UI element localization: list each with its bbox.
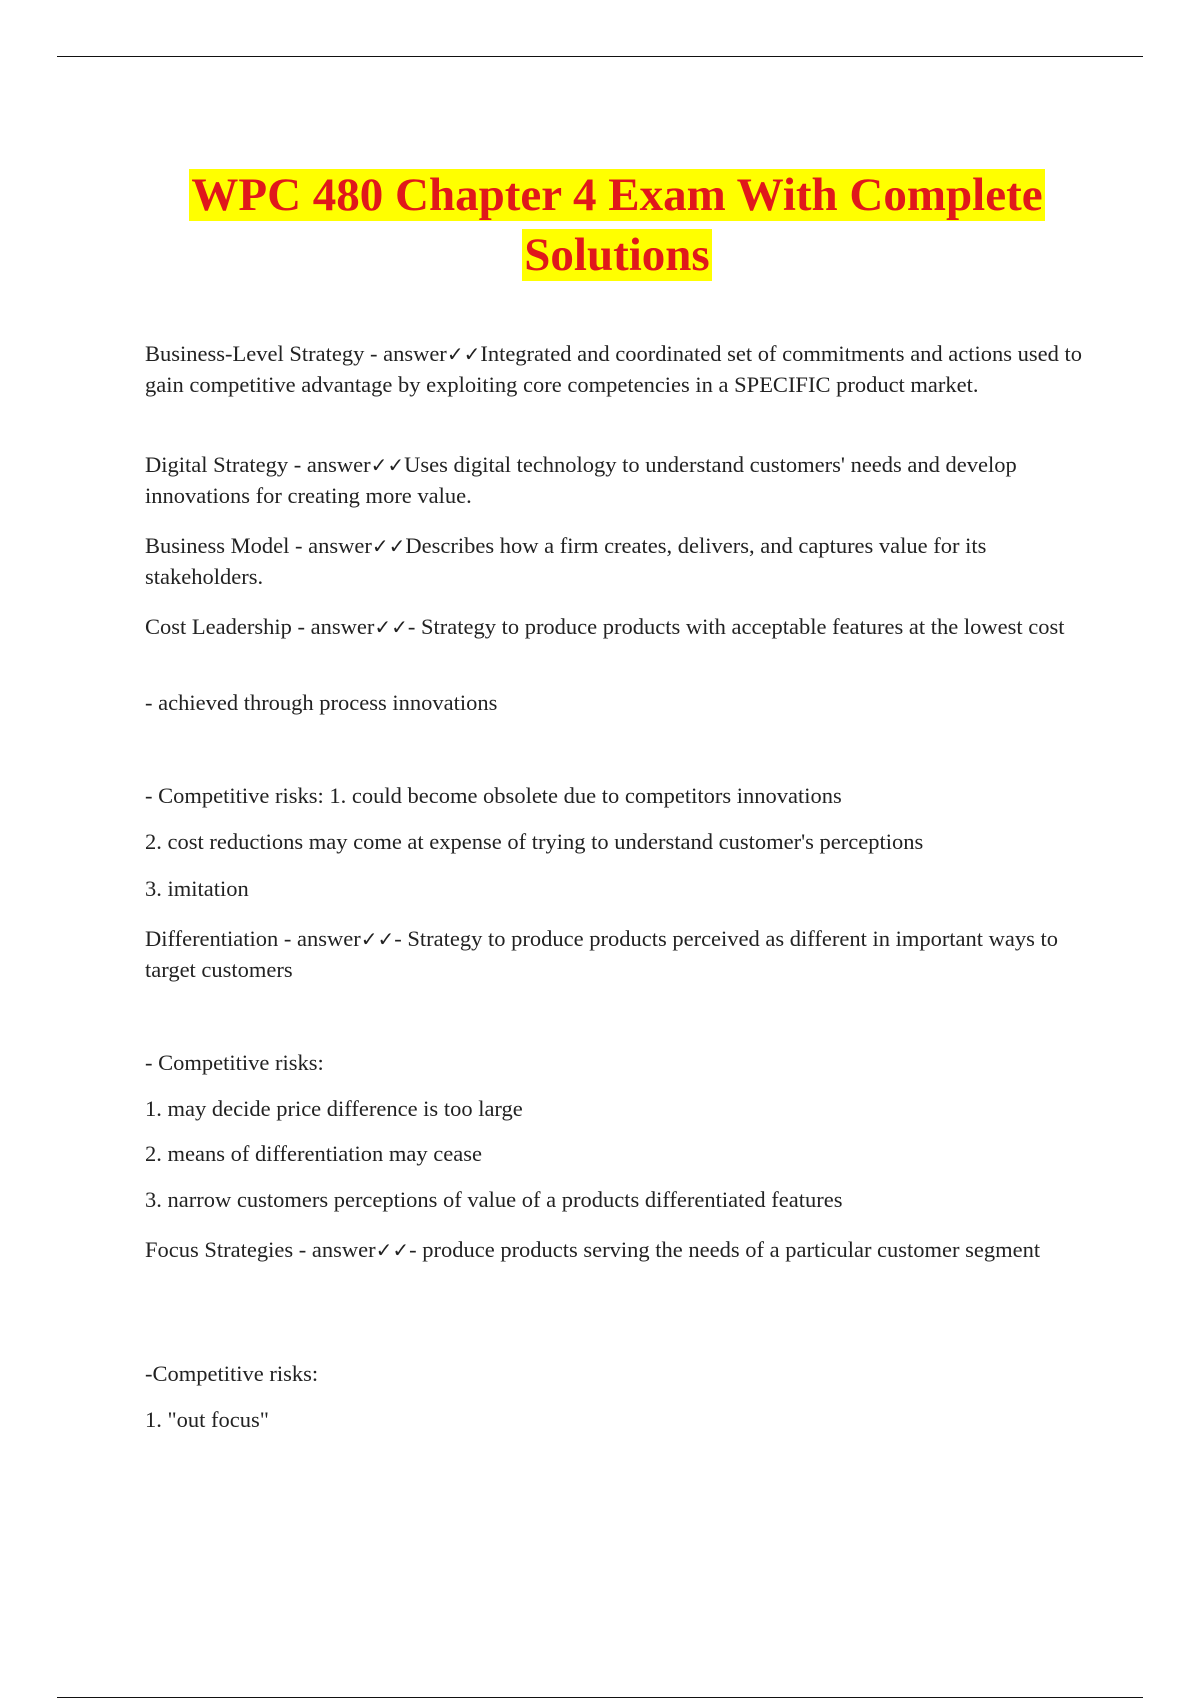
entry-term: Differentiation - [145,926,298,951]
entry-definition: Integrated and coordinated set of commitments and actions used to gain competitive advantage by exploiting core competencies in a SPECIFIC product market. [145,341,1083,397]
differentiation-detail: 1. may decide price difference is too large [145,1096,523,1121]
answer-label: answer [308,533,372,558]
double-check-icon: ✓✓ [374,615,408,639]
entry-term: Digital Strategy - [145,452,307,477]
entry-term: Business-Level Strategy - [145,341,384,366]
document-title [150,165,1084,285]
cost-leadership-detail: - Competitive risks: 1. could become obsolete due to competitors innovations [145,783,842,808]
focus-detail: -Competitive risks: [145,1361,319,1386]
entry-term: Focus Strategies - [145,1237,312,1262]
entry-definition: - Strategy to produce products perceived as different in important ways to target customers [145,926,1059,982]
entry-definition: Uses digital technology to understand customers' needs and develop innovations for creating more value. [145,452,1017,508]
focus-detail: 1. "out focus" [145,1407,269,1432]
cost-leadership-detail: 2. cost reductions may come at expense of trying to understand customer's perceptions [145,829,924,854]
answer-label: answer [311,1237,376,1262]
answer-label: answer [310,614,375,639]
entry-differentiation [145,924,1090,985]
entry-cost-leadership [145,612,1090,643]
header-rule [57,56,1143,57]
answer-label: answer [383,341,447,366]
double-check-icon: ✓✓ [360,927,395,951]
entry-focus-strategies [145,1235,1090,1266]
differentiation-detail: 2. means of differentiation may cease [145,1141,482,1166]
double-check-icon: ✓✓ [446,342,481,366]
entry-definition: Describes how a firm creates, delivers, and captures value for its stakeholders. [145,533,987,589]
differentiation-detail: - Competitive risks: [145,1050,324,1075]
differentiation-detail: 3. narrow customers perceptions of value of a products differentiated features [145,1187,843,1212]
entry-digital-strategy [145,450,1090,511]
entry-definition: - Strategy to produce products with acceptable features at the lowest cost [407,614,1065,639]
double-check-icon: ✓✓ [371,534,406,558]
entry-term: Cost Leadership - [145,614,311,639]
entry-term: Business Model - [145,533,309,558]
double-check-icon: ✓✓ [370,453,405,477]
entry-business-model [145,531,1090,592]
answer-label: answer [306,452,371,477]
cost-leadership-detail: - achieved through process innovations [145,690,498,715]
answer-label: answer [297,926,361,951]
title-line-2: Solutions [524,229,710,281]
cost-leadership-detail: 3. imitation [145,876,249,901]
footer-rule [57,1697,1143,1698]
title-line-1: WPC 480 Chapter 4 Exam With Complete [191,169,1043,221]
double-check-icon: ✓✓ [375,1238,410,1262]
entry-definition: - produce products serving the needs of a particular customer segment [409,1237,1041,1262]
entry-business-level-strategy [145,339,1090,400]
